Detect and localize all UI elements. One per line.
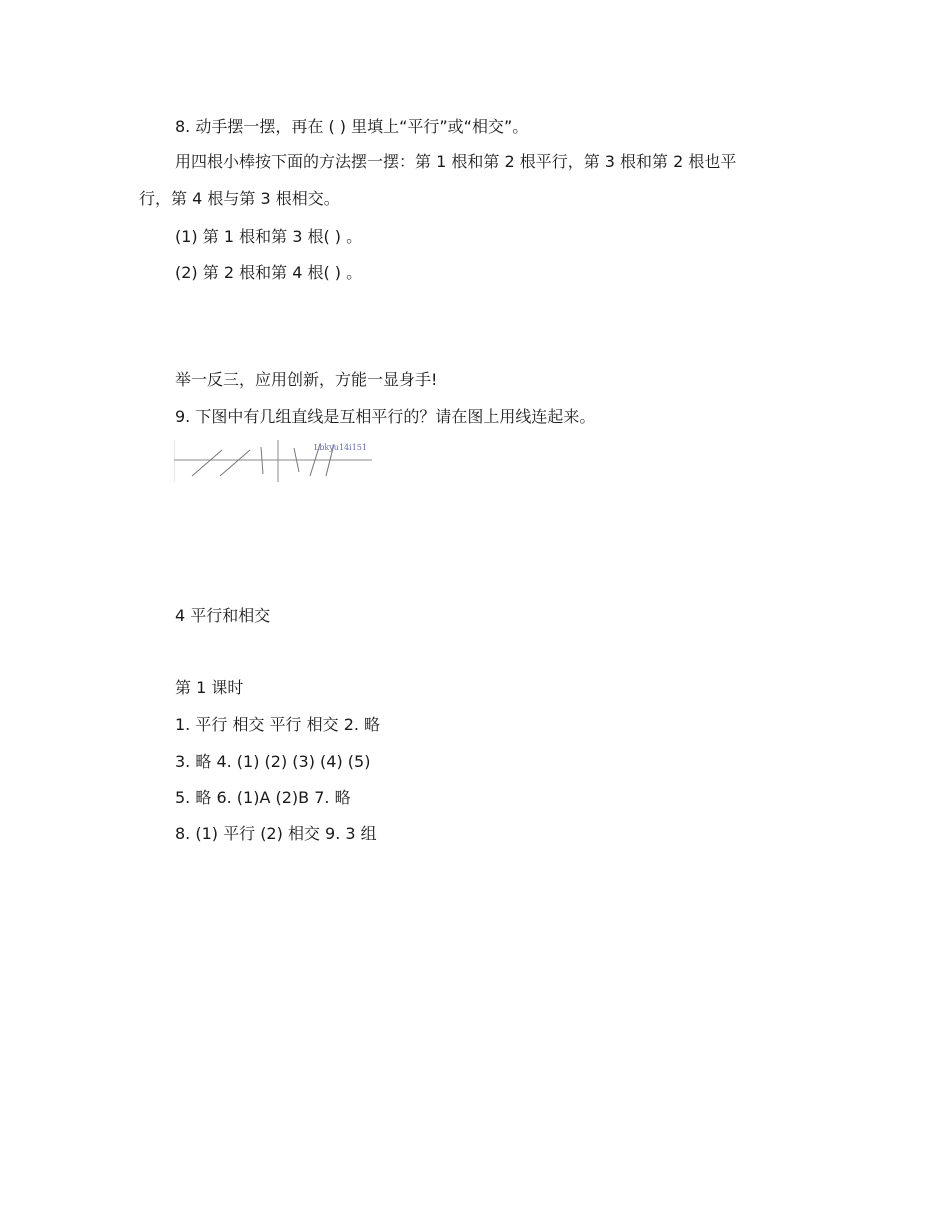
question-8-description-line-2: 行，第 4 根与第 3 根相交。 xyxy=(139,189,340,208)
answer-line-2: 3. 略 4. (1) (2) (3) (4) (5) xyxy=(175,752,371,771)
question-8-sub-2: (2) 第 2 根和第 4 根( ) 。 xyxy=(175,263,363,282)
answer-line-4: 8. (1) 平行 (2) 相交 9. 3 组 xyxy=(175,824,377,843)
question-9-title: 9. 下图中有几组直线是互相平行的？请在图上用线连起来。 xyxy=(175,407,596,426)
slanted-line-1 xyxy=(192,450,222,476)
parallel-lines-figure xyxy=(174,440,372,482)
slogan: 举一反三，应用创新，方能一显身手! xyxy=(175,370,438,389)
answer-lesson-title: 第 1 课时 xyxy=(175,678,244,697)
figure-watermark: Lbkyu14i151 xyxy=(314,443,367,452)
question-8-sub-1: (1) 第 1 根和第 3 根( ) 。 xyxy=(175,227,363,246)
answer-line-3: 5. 略 6. (1)A (2)B 7. 略 xyxy=(175,788,351,807)
question-8-title: 8. 动手摆一摆，再在 ( ) 里填上“平行”或“相交”。 xyxy=(175,117,529,136)
answer-line-1: 1. 平行 相交 平行 相交 2. 略 xyxy=(175,715,381,734)
question-8-description-line-1: 用四根小棒按下面的方法摆一摆：第 1 根和第 2 根平行，第 3 根和第 2 根也平 xyxy=(175,152,737,171)
parallel-lines-diagram xyxy=(174,440,372,482)
answer-section-title: 4 平行和相交 xyxy=(175,606,271,625)
slanted-line-2 xyxy=(220,450,250,476)
